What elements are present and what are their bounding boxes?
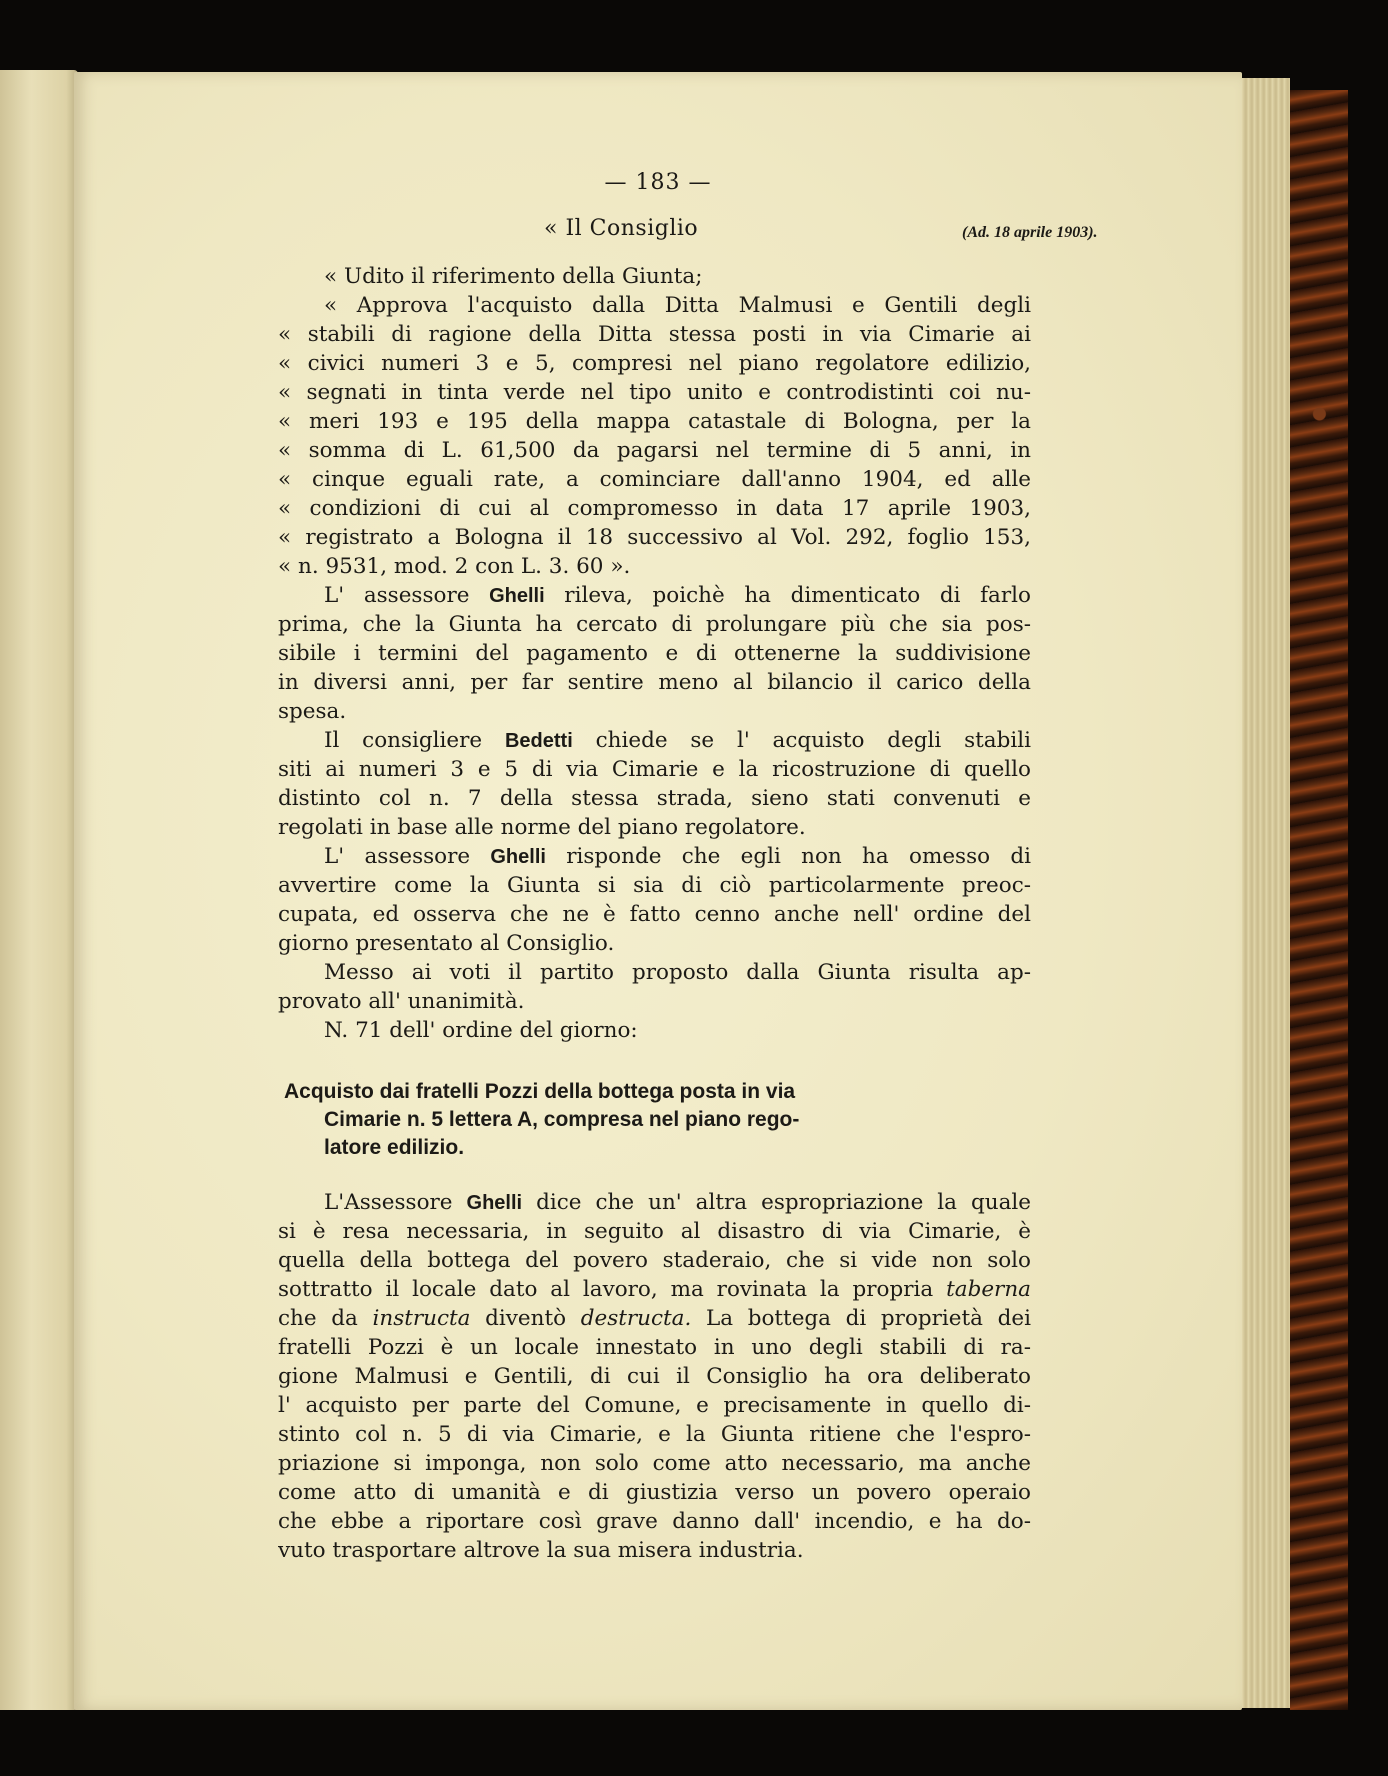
- speaker-name: Ghelli: [466, 1192, 523, 1214]
- page-stack-edge: [1242, 78, 1290, 1708]
- paragraph-line: Il consigliere Bedetti chiede se l' acquisto degli stabili: [324, 728, 1031, 753]
- resolution-line: « Udito il riferimento della Giunta;: [324, 264, 703, 289]
- speaker-name: Ghelli: [490, 846, 546, 868]
- resolution-line: « Approva l'acquisto dalla Ditta Malmusi e Gentili degli: [324, 293, 1031, 318]
- paragraph-line: Messo ai voti il partito proposto dalla Giunta risulta ap-: [324, 960, 1031, 985]
- agenda-item: N. 71 dell' ordine del giorno:: [324, 1018, 638, 1043]
- resolution-line: « segnati in tinta verde nel tipo unito e controdistinti coi nu-: [278, 380, 1031, 405]
- resolution-line: « condizioni di cui al compromesso in data 17 aprile 1903,: [278, 496, 1031, 521]
- speaker-name: Bedetti: [504, 730, 573, 752]
- paragraph-line: L'Assessore Ghelli dice che un' altra espropriazione la quale: [324, 1190, 1031, 1215]
- section-title: [284, 1078, 1036, 1162]
- speaker-name: Ghelli: [489, 585, 545, 607]
- paragraph-line: spesa.: [278, 699, 347, 724]
- paragraph-line: fratelli Pozzi è un locale innestato in uno degli stabili di ra-: [278, 1335, 1031, 1360]
- book-page: [74, 72, 1242, 1710]
- paragraph-line: stinto col n. 5 di via Cimarie, e la Giunta ritiene che l'espro-: [278, 1422, 1031, 1447]
- paragraph-line: giorno presentato al Consiglio.: [278, 931, 615, 956]
- paragraph-line: regolati in base alle norme del piano regolatore.: [278, 815, 806, 840]
- paragraph-line: in diversi anni, per far sentire meno al bilancio il carico della: [278, 670, 1031, 695]
- resolution-heading: « Il Consiglio: [544, 216, 699, 241]
- paragraph-line: si è resa necessaria, in seguito al disastro di via Cimarie, è: [278, 1219, 1031, 1244]
- paragraph-line: provato all' unanimità.: [278, 989, 525, 1014]
- final-paragraph: [278, 1188, 1031, 1565]
- paragraph-line: l' acquisto per parte del Comune, e precisamente in quello di-: [278, 1393, 1031, 1418]
- paragraph-line: come atto di umanità e di giustizia verso un povero operaio: [278, 1480, 1031, 1505]
- paragraph-line: L' assessore Ghelli risponde che egli non ha omesso di: [324, 844, 1031, 869]
- paragraph-line: quella della bottega del povero staderaio, che si vide non solo: [278, 1248, 1031, 1273]
- paragraph-line: che ebbe a riportare così grave danno dall' incendio, e ha do-: [278, 1509, 1031, 1534]
- paragraph-line: priazione si imponga, non solo come atto necessario, ma anche: [278, 1451, 1031, 1476]
- resolution-line: « cinque eguali rate, a cominciare dall'anno 1904, ed alle: [278, 467, 1031, 492]
- resolution-line: « somma di L. 61,500 da pagarsi nel termine di 5 anni, in: [278, 438, 1031, 463]
- resolution-block: [278, 262, 1031, 1045]
- paragraph-line: vuto trasportare altrove la sua misera industria.: [278, 1538, 804, 1563]
- resolution-line: « meri 193 e 195 della mappa catastale di Bologna, per la: [278, 409, 1031, 434]
- paragraph-line: sibile i termini del pagamento e di ottenerne la suddivisione: [278, 641, 1031, 666]
- paragraph-line: gione Malmusi e Gentili, di cui il Consiglio ha ora deliberato: [278, 1364, 1031, 1389]
- marbled-cover-edge: [1290, 90, 1388, 1710]
- paragraph-line: distinto col n. 7 della stessa strada, sieno stati convenuti e: [278, 786, 1031, 811]
- section-title-line: Cimarie n. 5 lettera A, compresa nel piano rego-: [324, 1108, 800, 1131]
- resolution-line: « n. 9531, mod. 2 con L. 3. 60 ».: [278, 554, 631, 579]
- resolution-line: « registrato a Bologna il 18 successivo al Vol. 292, foglio 153,: [278, 525, 1031, 550]
- paragraph-line: prima, che la Giunta ha cercato di prolungare più che sia pos-: [278, 612, 1031, 637]
- paragraph-line: cupata, ed osserva che ne è fatto cenno anche nell' ordine del: [278, 902, 1031, 927]
- section-title-line: Acquisto dai fratelli Pozzi della bottega posta in via: [284, 1080, 796, 1103]
- paragraph-line: avvertire come la Giunta si sia di ciò particolarmente preoc-: [278, 873, 1031, 898]
- resolution-line: « civici numeri 3 e 5, compresi nel piano regolatore edilizio,: [278, 351, 1031, 376]
- page-number: — 183 —: [604, 170, 712, 195]
- paragraph-line: sottratto il locale dato al lavoro, ma rovinata la propria taberna: [278, 1277, 1031, 1302]
- date-note: (Ad. 18 aprile 1903).: [962, 224, 1098, 241]
- paragraph-line: siti ai numeri 3 e 5 di via Cimarie e la ricostruzione di quello: [278, 757, 1031, 782]
- left-page-edge: [0, 70, 78, 1710]
- section-title-line: latore edilizio.: [324, 1136, 465, 1159]
- paragraph-line: che da instructa diventò destructa. La bottega di proprietà dei: [278, 1306, 1031, 1331]
- resolution-line: « stabili di ragione della Ditta stessa posti in via Cimarie ai: [278, 322, 1031, 347]
- paragraph-line: L' assessore Ghelli rileva, poichè ha dimenticato di farlo: [324, 583, 1031, 608]
